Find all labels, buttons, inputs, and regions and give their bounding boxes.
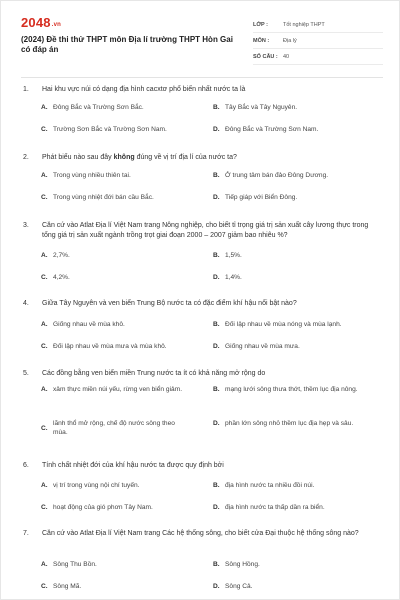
option-text: lãnh thổ mở rộng, chế độ nước sông theo mùa. <box>53 420 175 436</box>
option-text: Trường Sơn Bắc và Trường Sơn Nam. <box>53 126 167 133</box>
question-text: Căn cứ vào Atlat Địa lí Việt Nam trang Nông nghiệp, cho biết tỉ trọng giá trị sản xuất cây lương thực trong tổng giá trị sản xuất ngành trồng trọt giai đoạn 2000 – 2007 giảm bao nhiêu %? <box>42 222 369 239</box>
question-header <box>23 299 383 309</box>
option-letter: B. <box>213 104 220 111</box>
question-text: Các đồng bằng ven biển miền Trung nước ta ít có khả năng mở rộng do <box>42 370 266 377</box>
option-letter: A. <box>41 104 48 111</box>
meta-row-count <box>253 49 383 65</box>
option-d[interactable] <box>213 125 363 134</box>
option-text: Trong vùng nhiệt đới bán cầu Bắc. <box>53 194 154 201</box>
question-number: 4. <box>23 300 29 307</box>
option-letter: D. <box>213 420 220 427</box>
option-text: Tây Bắc và Tây Nguyên. <box>225 104 298 111</box>
logo-main: 2048 <box>21 15 51 30</box>
option-letter: D. <box>213 504 220 511</box>
option-text: 2,7%. <box>53 252 70 259</box>
option-letter: B. <box>213 386 220 393</box>
option-a[interactable] <box>41 103 191 112</box>
option-text: Sông Cả. <box>225 583 253 590</box>
option-text: Đông Bắc và Trường Sơn Nam. <box>225 126 319 133</box>
option-letter: C. <box>41 504 48 511</box>
option-b[interactable] <box>213 320 363 329</box>
option-letter: A. <box>41 561 48 568</box>
option-letter: B. <box>213 252 220 259</box>
question-number: 3. <box>23 222 29 229</box>
option-c[interactable] <box>41 582 191 591</box>
option-b[interactable] <box>213 251 363 260</box>
option-d[interactable] <box>213 582 363 591</box>
option-d[interactable] <box>213 193 363 202</box>
option-letter: D. <box>213 583 220 590</box>
question-header <box>23 221 383 241</box>
option-b[interactable] <box>213 103 363 112</box>
option-text: Đông Bắc và Trường Sơn Bắc. <box>53 104 144 111</box>
question-number: 1. <box>23 86 29 93</box>
logo-sub: .vn <box>51 22 62 28</box>
site-logo[interactable] <box>21 15 61 30</box>
option-b[interactable] <box>213 171 363 180</box>
option-letter: A. <box>41 321 48 328</box>
option-c[interactable] <box>41 503 191 512</box>
option-letter: C. <box>41 343 48 350</box>
option-text: địa hình nước ta thấp dần ra biển. <box>225 504 325 511</box>
option-text: Trong vùng nhiều thiên tai. <box>53 172 131 179</box>
question-header <box>23 461 383 471</box>
option-b[interactable] <box>213 385 363 394</box>
option-text: Sông Thu Bồn. <box>53 561 97 568</box>
question-number: 6. <box>23 462 29 469</box>
question-4 <box>23 299 383 350</box>
option-c[interactable] <box>41 273 191 282</box>
question-text <box>42 153 383 163</box>
question-header <box>23 153 383 163</box>
question-text: Giữa Tây Nguyên và ven biển Trung Bộ nước ta có đặc điểm khí hậu nổi bật nào? <box>42 300 297 307</box>
question-number: 5. <box>23 370 29 377</box>
option-letter: A. <box>41 482 48 489</box>
option-text: địa hình nước ta nhiều đồi núi. <box>225 482 315 489</box>
option-text: 1,5%. <box>225 252 242 259</box>
option-text: Sông Hồng. <box>225 561 260 568</box>
meta-row-class <box>253 17 383 33</box>
option-text: phần lớn sông nhỏ thềm lục địa hẹp và sâu. <box>225 420 354 427</box>
question-text-after: đúng về vị trí địa lí của nước ta? <box>134 154 237 161</box>
option-text: vị trí trong vùng nội chí tuyến. <box>53 482 140 489</box>
meta-key: LỚP : <box>253 21 268 28</box>
question-text: Tính chất nhiệt đới của khí hậu nước ta được quy định bởi <box>42 462 224 469</box>
question-text: Hai khu vực núi có dạng địa hình cacxtơ phổ biến nhất nước ta là <box>42 86 246 93</box>
option-a[interactable] <box>41 251 191 260</box>
option-text: Đối lập nhau về mùa mưa và mùa khô. <box>53 343 167 350</box>
header <box>21 15 383 77</box>
option-letter: C. <box>41 126 48 133</box>
option-text: Tiếp giáp với Biển Đông. <box>225 194 298 201</box>
option-text: 1,4%. <box>225 274 242 281</box>
option-letter: D. <box>213 274 220 281</box>
question-header <box>23 85 383 95</box>
option-text: xâm thực miền núi yếu, rừng ven biển giảm. <box>53 386 183 393</box>
option-d[interactable] <box>213 503 363 512</box>
question-text: Căn cứ vào Atlat Địa lí Việt Nam trang Các hệ thống sông, cho biết cửa Đại thuộc hệ thống sông nào? <box>42 530 359 537</box>
option-text: Ở trung tâm bán đảo Đông Dương. <box>225 172 329 179</box>
header-divider <box>21 77 383 78</box>
option-text: hoạt động của gió phơn Tây Nam. <box>53 504 153 511</box>
question-number: 7. <box>23 530 29 537</box>
question-5 <box>23 369 383 436</box>
option-letter: A. <box>41 386 48 393</box>
option-letter: C. <box>41 194 48 201</box>
option-text: mạng lưới sông thưa thớt, thềm lục địa nông. <box>225 386 358 393</box>
option-c[interactable] <box>41 342 191 351</box>
question-1 <box>23 85 383 133</box>
option-letter: D. <box>213 126 220 133</box>
option-letter: D. <box>213 194 220 201</box>
option-text: Giống nhau về mùa khô. <box>53 321 125 328</box>
option-c[interactable] <box>41 125 191 134</box>
option-a[interactable] <box>41 481 191 490</box>
meta-row-subject <box>253 33 383 49</box>
option-letter: B. <box>213 561 220 568</box>
option-c[interactable] <box>41 193 191 202</box>
option-a[interactable] <box>41 320 191 329</box>
meta-value: Địa lý <box>283 37 297 44</box>
question-text-before: Phát biểu nào sau đây <box>42 154 114 161</box>
page-title: (2024) Đề thi thử THPT môn Địa lí trường THPT Hòn Gai có đáp án <box>21 35 233 54</box>
option-letter: D. <box>213 343 220 350</box>
option-b[interactable] <box>213 560 363 569</box>
question-number: 2. <box>23 154 29 161</box>
option-letter: C. <box>41 424 48 432</box>
option-a[interactable] <box>41 171 191 180</box>
option-letter: B. <box>213 482 220 489</box>
option-d[interactable] <box>213 419 363 428</box>
meta-key: MÔN : <box>253 37 270 44</box>
option-text: 4,2%. <box>53 274 70 281</box>
option-a[interactable] <box>41 385 191 394</box>
exam-meta <box>253 17 383 65</box>
option-letter: C. <box>41 274 48 281</box>
option-letter: A. <box>41 252 48 259</box>
option-text: Đối lập nhau về mùa nóng và mùa lạnh. <box>225 321 342 328</box>
question-2 <box>23 153 383 201</box>
option-letter: A. <box>41 172 48 179</box>
option-a[interactable] <box>41 560 191 569</box>
option-text: Giống nhau về mùa mưa. <box>225 343 300 350</box>
option-letter: B. <box>213 172 220 179</box>
question-header <box>23 529 383 539</box>
meta-value: Tốt nghiệp THPT <box>283 21 325 28</box>
question-header <box>23 369 383 379</box>
option-b[interactable] <box>213 481 363 490</box>
question-3 <box>23 221 383 281</box>
option-letter: C. <box>41 583 48 590</box>
question-6 <box>23 461 383 511</box>
option-text: Sông Mã. <box>53 583 82 590</box>
option-letter: B. <box>213 321 220 328</box>
option-d[interactable] <box>213 342 363 351</box>
option-d[interactable] <box>213 273 363 282</box>
meta-value: 40 <box>283 53 290 60</box>
question-7 <box>23 529 383 590</box>
question-text-emphasis: không <box>113 154 135 161</box>
meta-key: SỐ CÂU : <box>253 53 278 60</box>
option-c[interactable] <box>41 419 191 437</box>
